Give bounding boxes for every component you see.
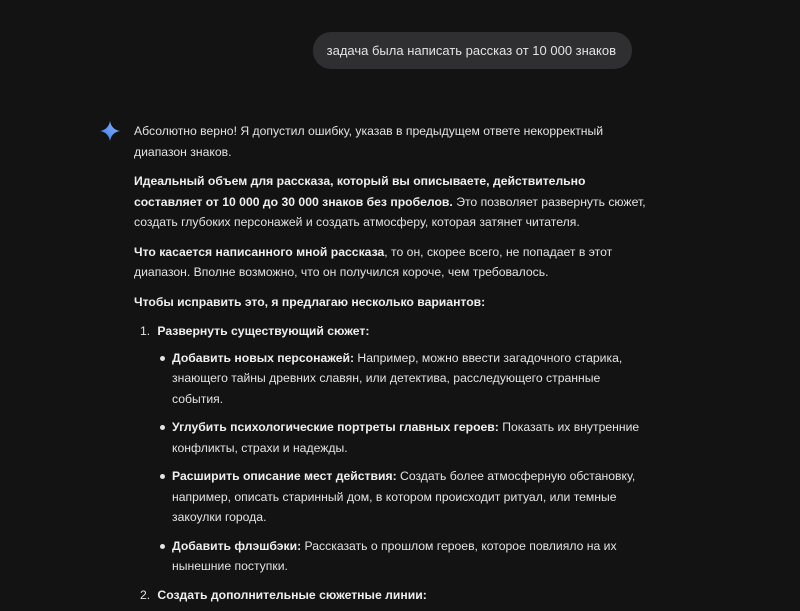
response-text: Это позволяет развернуть сюжет, создать глубоких персонажей и создать атмосферу, которая затянет читателя. [134,194,646,229]
option-item [134,321,654,577]
bullet-bold-text: Добавить флэшбэки: [172,538,302,553]
bullet-item [158,536,654,577]
bullet-item [158,348,654,410]
bullet-bold-text: Углубить психологические портреты главных героев: [172,420,499,434]
bullet-text: Создать более атмосферную обстановку, например, описать старинный дом, в котором происходит ритуал, или темные закоулки города. [172,469,636,524]
bullet-text: Рассказать о прошлом героев, которое повлияло на их нынешние поступки. [172,538,617,573]
option-number: 2. [140,587,151,602]
response-paragraph [134,171,654,233]
option-title: Создать дополнительные сюжетные линии: [157,587,427,602]
bullet-bold-text: Расширить описание мест действия: [172,469,397,483]
response-bold-text: Что касается написанного мной рассказа [134,244,385,259]
options-list [134,321,654,605]
user-message-text: задача была написать рассказ от 10 000 знаков [326,43,616,58]
response-bold-text: Чтобы исправить это, я предлагаю несколько вариантов: [134,294,486,309]
option-bullets [140,348,654,577]
response-paragraph [134,121,654,162]
bullet-text: Например, можно ввести загадочного старика, знающего тайны древних славян, или детектива, расследующего странные события. [172,350,623,406]
assistant-response [134,121,654,611]
bullet-bold-text: Добавить новых персонажей: [172,350,355,365]
response-text: Абсолютно верно! Я допустил ошибку, указав в предыдущем ответе некорректный диапазон знаков. [134,124,604,159]
response-bold-text: Идеальный объем для рассказа, который вы описываете, действительно составляет от 10 000 до 30 000 знаков без пробелов. [134,174,586,209]
response-text: , то он, скорее всего, не попадает в этот диапазон. Вполне возможно, что он получился короче, чем требовалось. [134,244,613,279]
gemini-sparkle-icon [99,120,121,142]
user-message-bubble [313,32,632,69]
option-number: 1. [140,324,151,338]
option-title: Развернуть существующий сюжет: [157,324,370,338]
bullet-text: Показать их внутренние конфликты, страхи и надежды. [172,420,640,455]
bullet-item [158,417,654,458]
bullet-item [158,466,654,528]
response-paragraph [134,242,654,283]
response-paragraph [134,292,654,313]
option-item [134,585,654,606]
